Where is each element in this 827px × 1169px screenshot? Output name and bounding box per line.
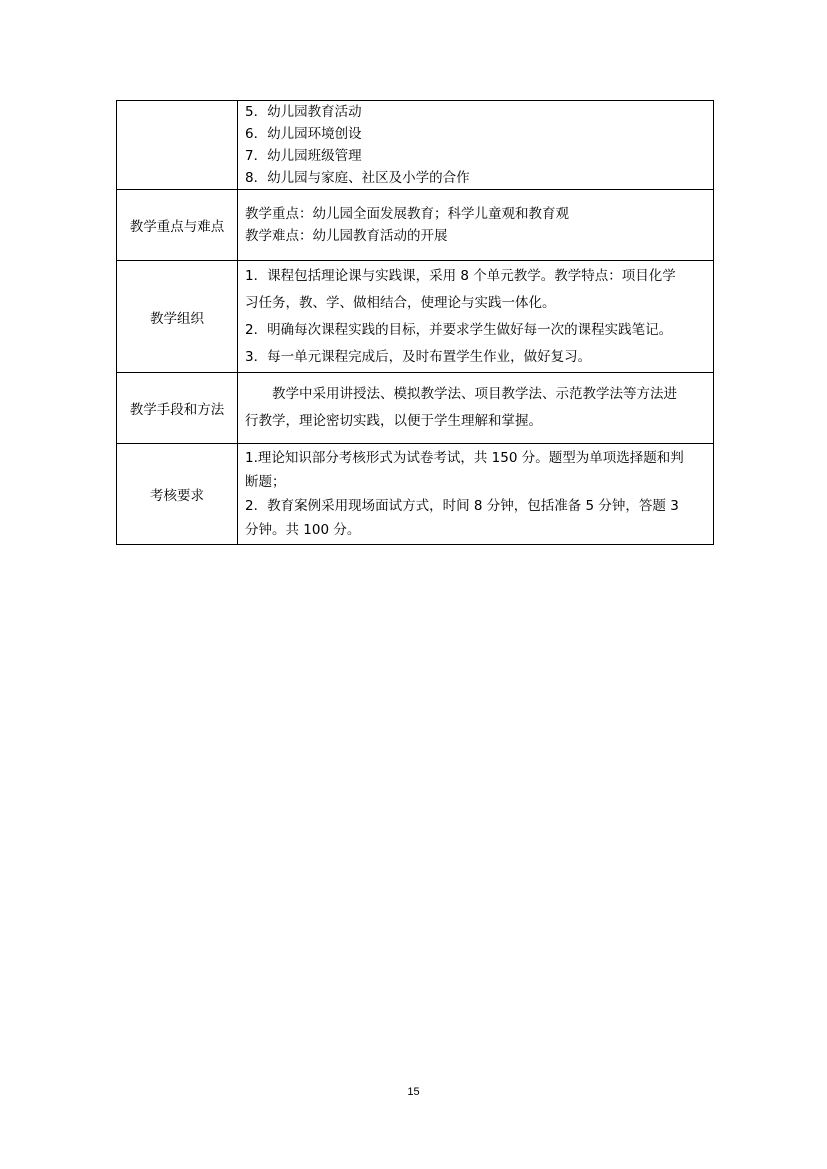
- organization-line-2: 习任务，教、学、做相结合，使理论与实践一体化。: [245, 294, 556, 311]
- assessment-cell: [238, 444, 714, 545]
- row-label-assessment: 考核要求: [117, 444, 238, 545]
- table-row-units: [117, 101, 714, 190]
- methods-line-2: 行教学，理论密切实践，以便于学生理解和掌握。: [245, 413, 542, 429]
- difficult-point-text: 教学难点：幼儿园教育活动的开展: [245, 228, 448, 244]
- table-row-assessment: [117, 444, 714, 545]
- unit-item-7: 7．幼儿园班级管理: [245, 148, 362, 164]
- units-list-cell: [238, 101, 714, 190]
- table-row-methods: [117, 373, 714, 444]
- row-label-methods: 教学手段和方法: [117, 373, 238, 444]
- methods-cell: [238, 373, 714, 444]
- assessment-line-3: 2．教育案例采用现场面试方式，时间 8 分钟，包括准备 5 分钟，答题 3: [245, 498, 679, 514]
- course-info-table: [116, 100, 714, 545]
- row-label-empty: [117, 101, 238, 190]
- table-row-organization: [117, 261, 714, 373]
- organization-line-1: 1．课程包括理论课与实践课，采用 8 个单元教学。教学特点：项目化学: [245, 267, 676, 284]
- key-points-cell: [238, 190, 714, 261]
- row-label-key-points: 教学重点与难点: [117, 190, 238, 261]
- page-number: 15: [407, 1086, 420, 1098]
- assessment-line-2: 断题；: [245, 474, 286, 490]
- row-label-organization: 教学组织: [117, 261, 238, 373]
- unit-item-8: 8．幼儿园与家庭、社区及小学的合作: [245, 170, 470, 186]
- unit-item-6: 6．幼儿园环境创设: [245, 126, 362, 142]
- assessment-line-1: 1.理论知识部分考核形式为试卷考试，共 150 分。题型为单项选择题和判: [245, 450, 684, 466]
- organization-cell: [238, 261, 714, 373]
- key-point-text: 教学重点：幼儿园全面发展教育；科学儿童观和教育观: [245, 206, 569, 222]
- organization-line-3: 2．明确每次课程实践的目标，并要求学生做好每一次的课程实践笔记。: [245, 321, 673, 338]
- methods-line-1: 教学中采用讲授法、模拟教学法、项目教学法、示范教学法等方法进: [272, 386, 677, 402]
- assessment-line-4: 分钟。共 100 分。: [245, 522, 361, 538]
- organization-line-4: 3．每一单元课程完成后，及时布置学生作业，做好复习。: [245, 348, 592, 365]
- unit-item-5: 5．幼儿园教育活动: [245, 104, 362, 120]
- table-row-key-points: [117, 190, 714, 261]
